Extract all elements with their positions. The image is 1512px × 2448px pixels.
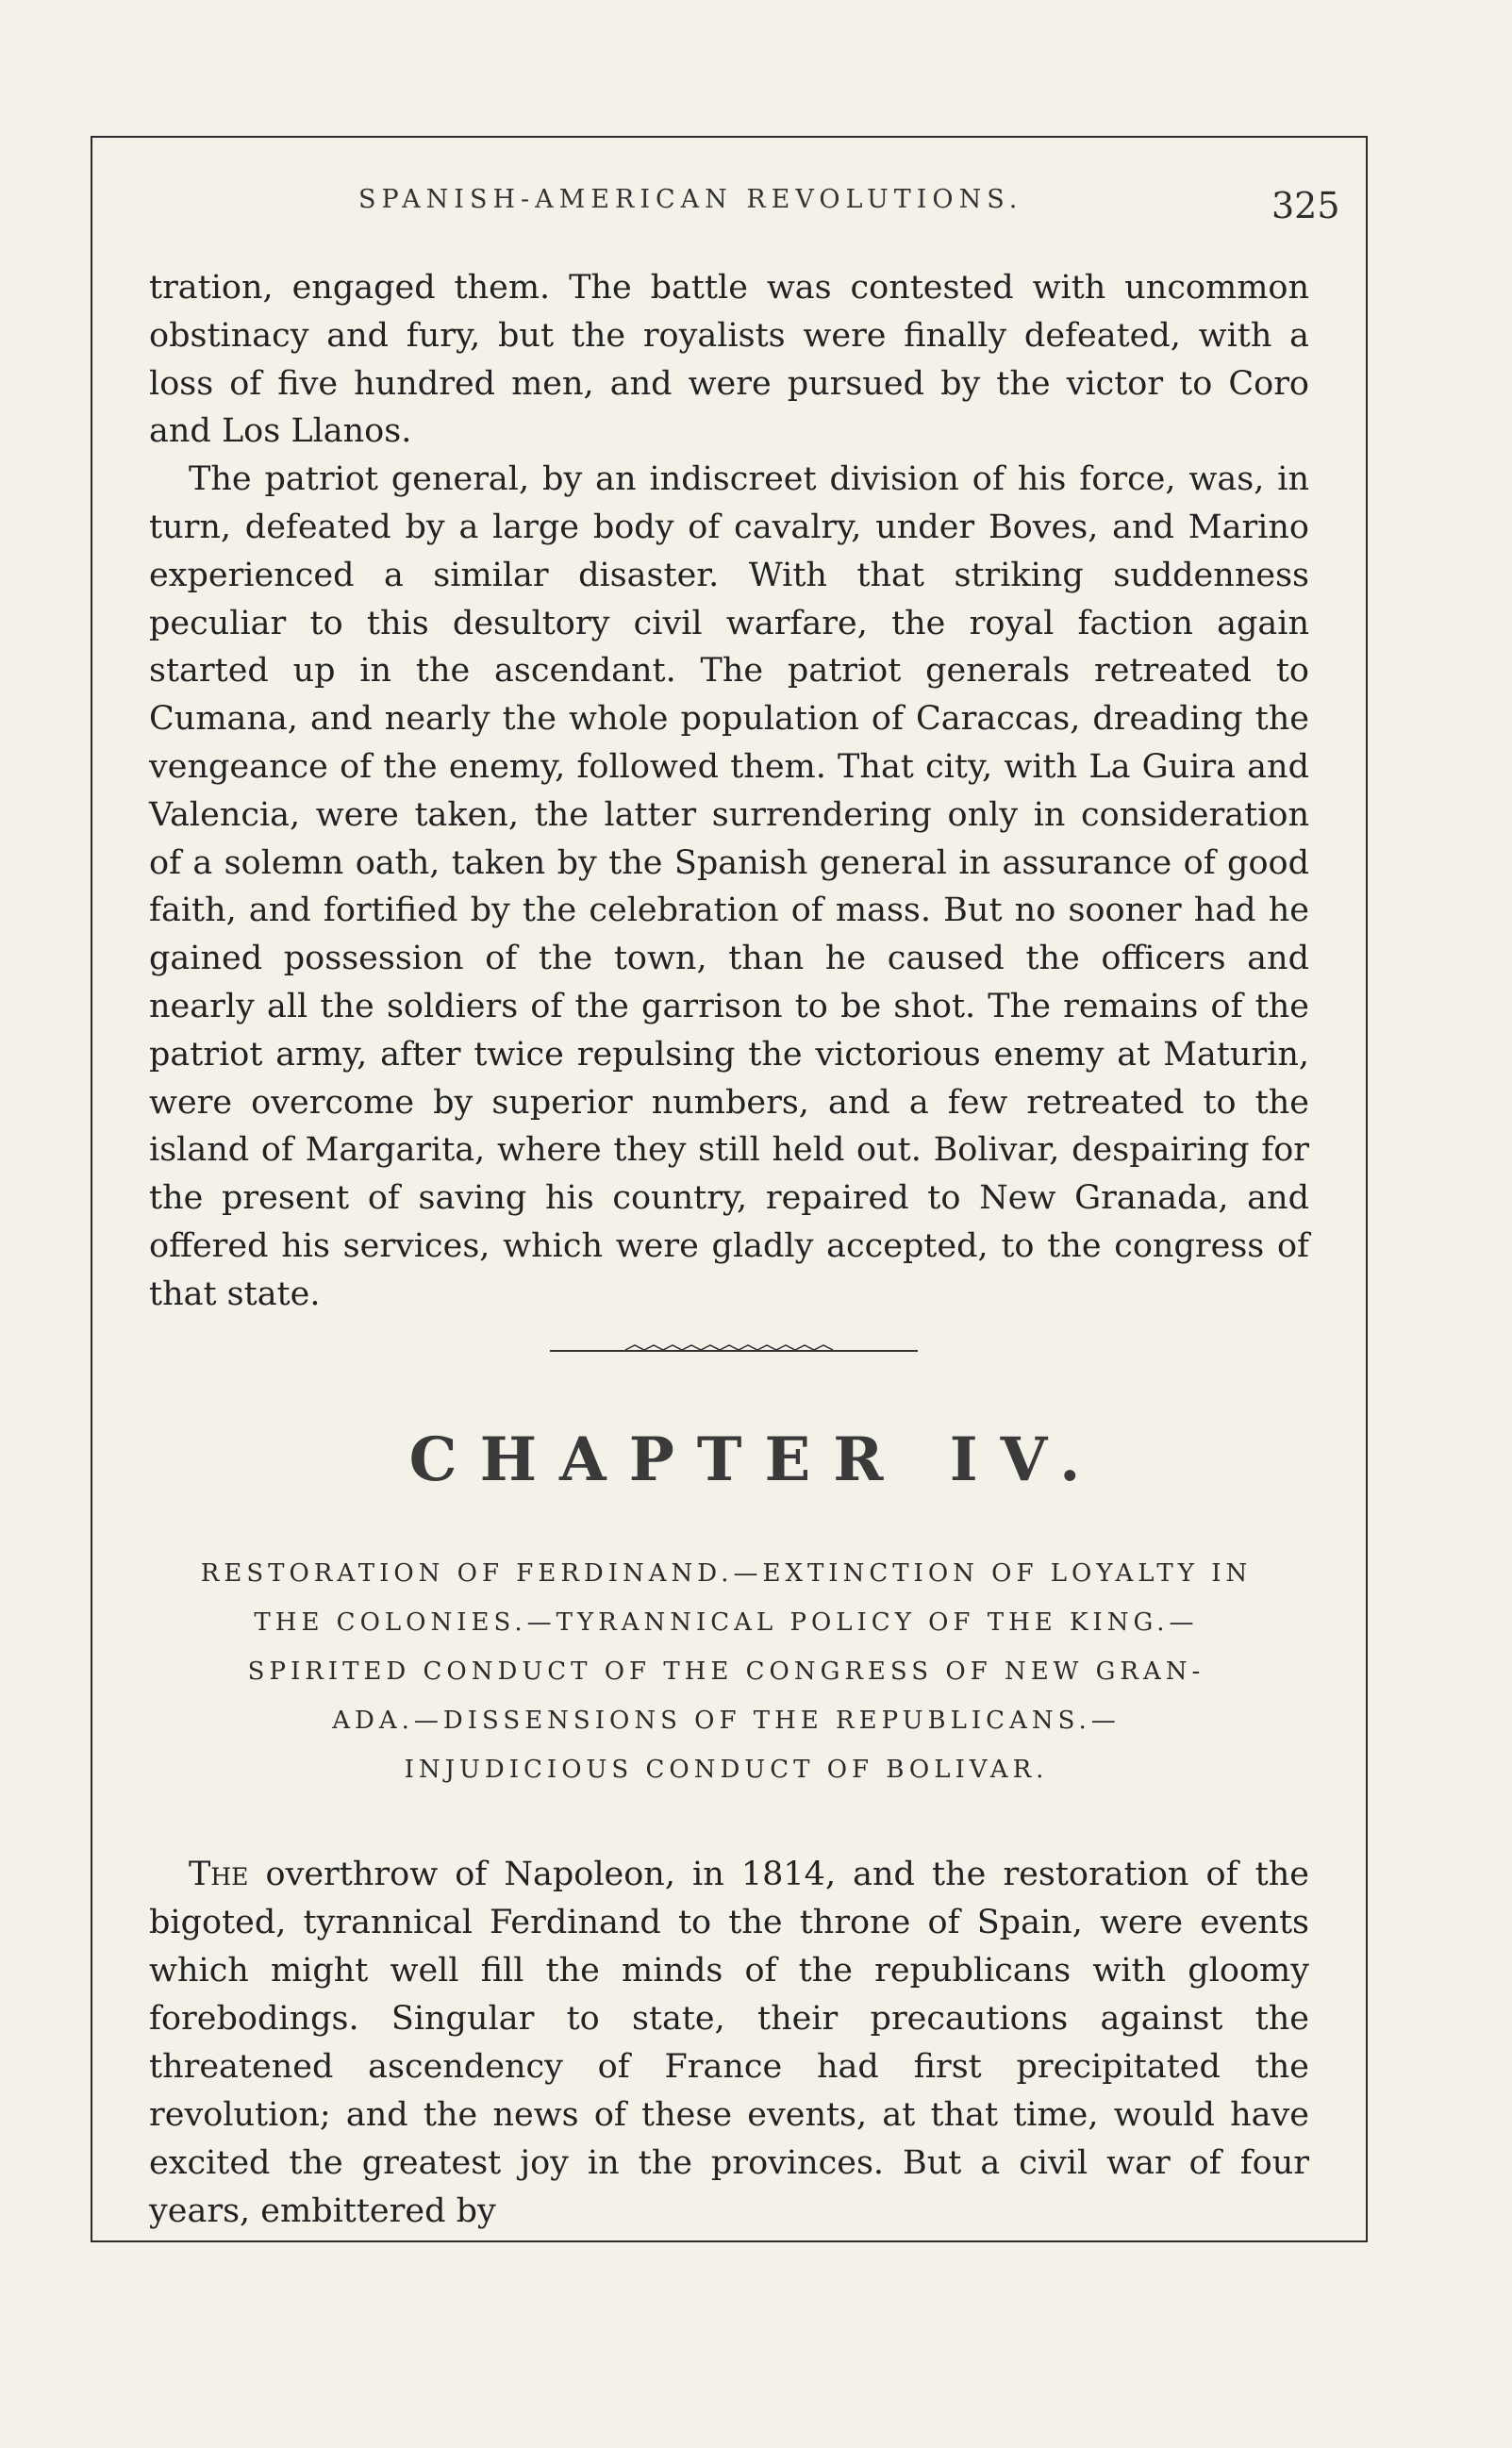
summary-line: INJUDICIOUS CONDUCT OF BOLIVAR. — [404, 1756, 1049, 1784]
opening-word: The — [189, 1856, 249, 1893]
chapter-title: CHAPTER IV. — [408, 1424, 1104, 1495]
chapter-summary — [141, 1549, 1311, 1794]
running-head: SPANISH-AMERICAN REVOLUTIONS. — [358, 185, 1023, 214]
body-text — [149, 264, 1309, 1319]
opening-text: overthrow of Napoleon, in 1814, and the restoration of the bigoted, tyrannical Ferdinand to the throne of Spain, were events which might well fill the minds of the republicans with gloomy forebodings. Singular to state, their precautions against the threatened ascendency of France had first precipitated the revolution; and the news of these events, at that time, would have excited the greatest joy in the provinces. But a civil war of four years, embittered by — [149, 1856, 1309, 2230]
section-ornament — [550, 1341, 918, 1358]
chapter-body — [149, 1851, 1309, 2236]
summary-line: RESTORATION OF FERDINAND.—EXTINCTION OF LOYALTY IN — [200, 1559, 1253, 1588]
summary-line: SPIRITED CONDUCT OF THE CONGRESS OF NEW GRAN- — [247, 1657, 1205, 1686]
page-number: 325 — [1271, 185, 1340, 226]
summary-line: THE COLONIES.—TYRANNICAL POLICY OF THE KING.— — [254, 1608, 1199, 1637]
paragraph-continuation: tration, engaged them. The battle was contested with uncommon obstinacy and fury, but the royalists were finally defeated, with a loss of five hundred men, and were pursued by the victor to Coro and Los Llanos. — [149, 269, 1309, 451]
paragraph-patriot-general: The patriot general, by an indiscreet division of his force, was, in turn, defeated by a large body of cavalry, under Boves, and Marino experienced a similar disaster. With that striking suddenness peculiar to this desultory civil warfare, the royal faction again started up in the ascendant. The patriot generals retreated to Cumana, and nearly the whole population of Caraccas, dreading the vengeance of the enemy, followed them. That city, with La Guira and Valencia, were taken, the latter surrendering only in consideration of a solemn oath, taken by the Spanish general in assurance of good faith, and fortified by the celebration of mass. But no sooner had he gained possession of the town, than he caused the officers and nearly all the soldiers of the garrison to be shot. The remains of the patriot army, after twice repulsing the victorious enemy at Maturin, were overcome by superior numbers, and a few retreated to the island of Margarita, where they still held out. Bolivar, despairing for the present of saving his country, repaired to New Granada, and offered his services, which were gladly accepted, to the congress of that state. — [149, 460, 1309, 1313]
summary-line: ADA.—DISSENSIONS OF THE REPUBLICANS.— — [332, 1707, 1121, 1735]
chapter-opening-paragraph — [149, 1851, 1309, 2236]
